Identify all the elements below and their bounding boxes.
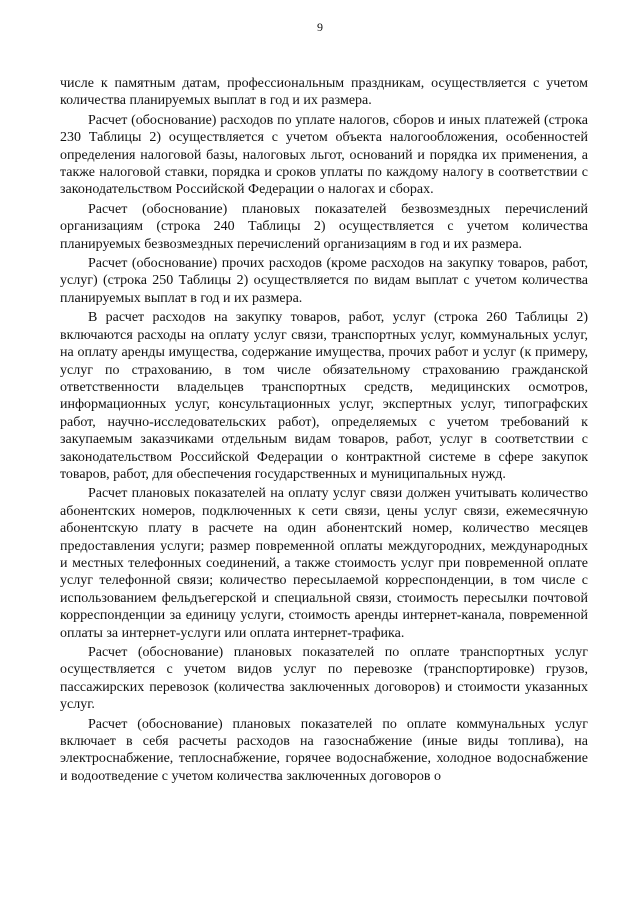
paragraph-continuation: числе к памятным датам, профессиональным праздникам, осуществляется с учетом количества планируемых выплат в год и их размера. (60, 76, 588, 109)
paragraph-other-expenses: Расчет (обоснование) прочих расходов (кроме расходов на закупку товаров, работ, услуг) (строка 250 Таблицы 2) осуществляется по видам выплат с учетом количества планируемых выплат в год и их размера. (60, 256, 588, 306)
paragraph-procurement: В расчет расходов на закупку товаров, работ, услуг (строка 260 Таблицы 2) включаются расходы на оплату услуг связи, транспортных услуг, коммунальных услуг, на оплату аренды имущества, содержание имущества, прочих работ и услуг (к примеру, услуг по страхованию, в том числе обязательному страхованию гражданской ответственности владельцев транспортных средств, медицинских осмотров, информационных услуг, консультационных услуг, экспертных услуг, типографских работ, научно-исследовательских работ), определяемых с учетом требований к закупаемым заказчиками отдельным видам товаров, работ, услуг в соответствии с законодательством Российской Федерации о контрактной системе в сфере закупок товаров, работ, для обеспечения государственных и муниципальных нужд. (60, 310, 588, 482)
paragraph-transport-services: Расчет (обоснование) плановых показателей по оплате транспортных услуг осуществляется с учетом видов услуг по перевозке (транспортировке) грузов, пассажирских перевозок (количества заключенных договоров) и стоимости указанных услуг. (60, 645, 588, 713)
paragraph-communication-services: Расчет плановых показателей на оплату услуг связи должен учитывать количество абонентских номеров, подключенных к сети связи, цены услуг связи, ежемесячную абонентскую плату в расчете на один абонентский номер, количество месяцев предоставления услуги; размер повременной оплаты междугородних, международных и местных телефонных соединений, а также стоимость услуг при повременной оплате услуг телефонной связи; количество пересылаемой корреспонденции, в том числе с использованием фельдъегерской и специальной связи, стоимость пересылки почтовой корреспонденции за единицу услуги, стоимость аренды интернет-канала, повременной оплаты за интернет-услуги или оплата интернет-трафика. (60, 486, 588, 641)
paragraph-taxes: Расчет (обоснование) расходов по уплате налогов, сборов и иных платежей (строка 230 Таблицы 2) осуществляется с учетом объекта налогообложения, особенностей определения налоговой базы, налоговых льгот, оснований и порядка их применения, а также налоговой ставки, порядка и сроков уплаты по каждому налогу в соответствии с законодательством Российской Федерации о налогах и сборах. (60, 112, 588, 198)
page-body (60, 75, 588, 785)
paragraph-gratuitous-transfers: Расчет (обоснование) плановых показателей безвозмездных перечислений организациям (строка 240 Таблицы 2) осуществляется с учетом количества планируемых безвозмездных перечислений организациям в год и их размера. (60, 201, 588, 252)
paragraph-utilities: Расчет (обоснование) плановых показателей по оплате коммунальных услуг включает в себя расчеты расходов на газоснабжение (иные виды топлива), на электроснабжение, теплоснабжение, горячее водоснабжение, холодное водоснабжение и водоотведение с учетом количества заключенных договоров о (60, 716, 588, 784)
page-number: 9 (317, 20, 323, 34)
